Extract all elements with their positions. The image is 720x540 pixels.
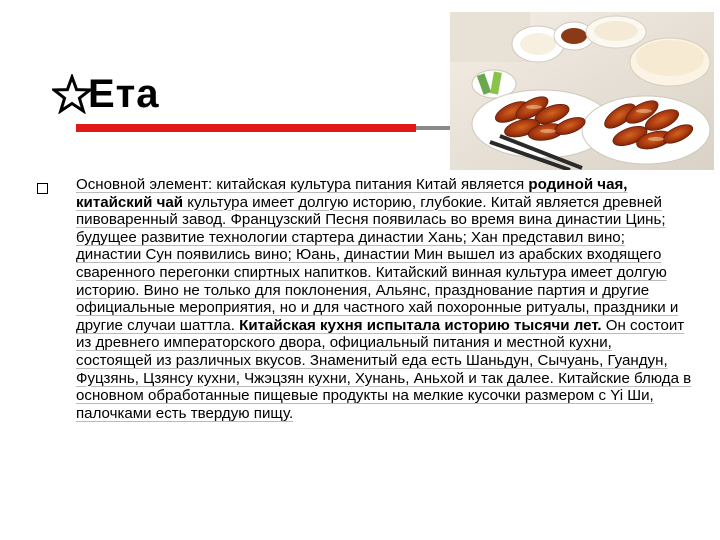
title-underline-tail [416,126,450,130]
square-bullet-icon [37,183,48,194]
slide-title: Ета [88,72,160,116]
body-paragraph [76,176,692,422]
peking-duck-photo [450,12,714,170]
peking-duck-illustration [450,12,714,170]
star-icon [52,74,92,114]
paragraph-emphasis-2: Китайская кухня испытала историю тысячи лет. [239,316,602,334]
title-underline-bar [76,124,416,132]
paragraph-text-1: Основной элемент: китайская культура питания Китай является [76,176,529,193]
paragraph-emphasis-1: родиной чая, китайский чай [76,176,628,211]
paragraph-text-3: Он состоит из древнего императорского двора, официальный питания и местной кухни, состоящей из различных вкусов. Знаменитый еда есть Шаньдун, Сычуань, Гуандун, Фуцзянь, Цзянсу кухни, Чжэцзян кухни, Хунань, Аньхой и так далее. Китайские блюда в основном обработанные пищевые продукты на мелкие кусочки размером с Yi Ши, палочками есть твердую пищу. [76,316,692,422]
paragraph-text-2: культура имеет долгую историю, глубокие. Китай является древней пивоваренный завод. Французский Песня появилась во время вина династии Цинь; будущее развитие технологии стартера династии Хань; Хан представил вино; династии Сун появились вино; Юань, династии Мин вышел из арабских входящего сваренного перегонки спиртных напитков. Китайский винная культура имеет долгую историю. Вино не только для поклонения, Альянс, празднование партия и другие официальные мероприятия, но и для частного хай похоронные ритуалы, праздники и другие случаи шаттла. [76,193,679,334]
